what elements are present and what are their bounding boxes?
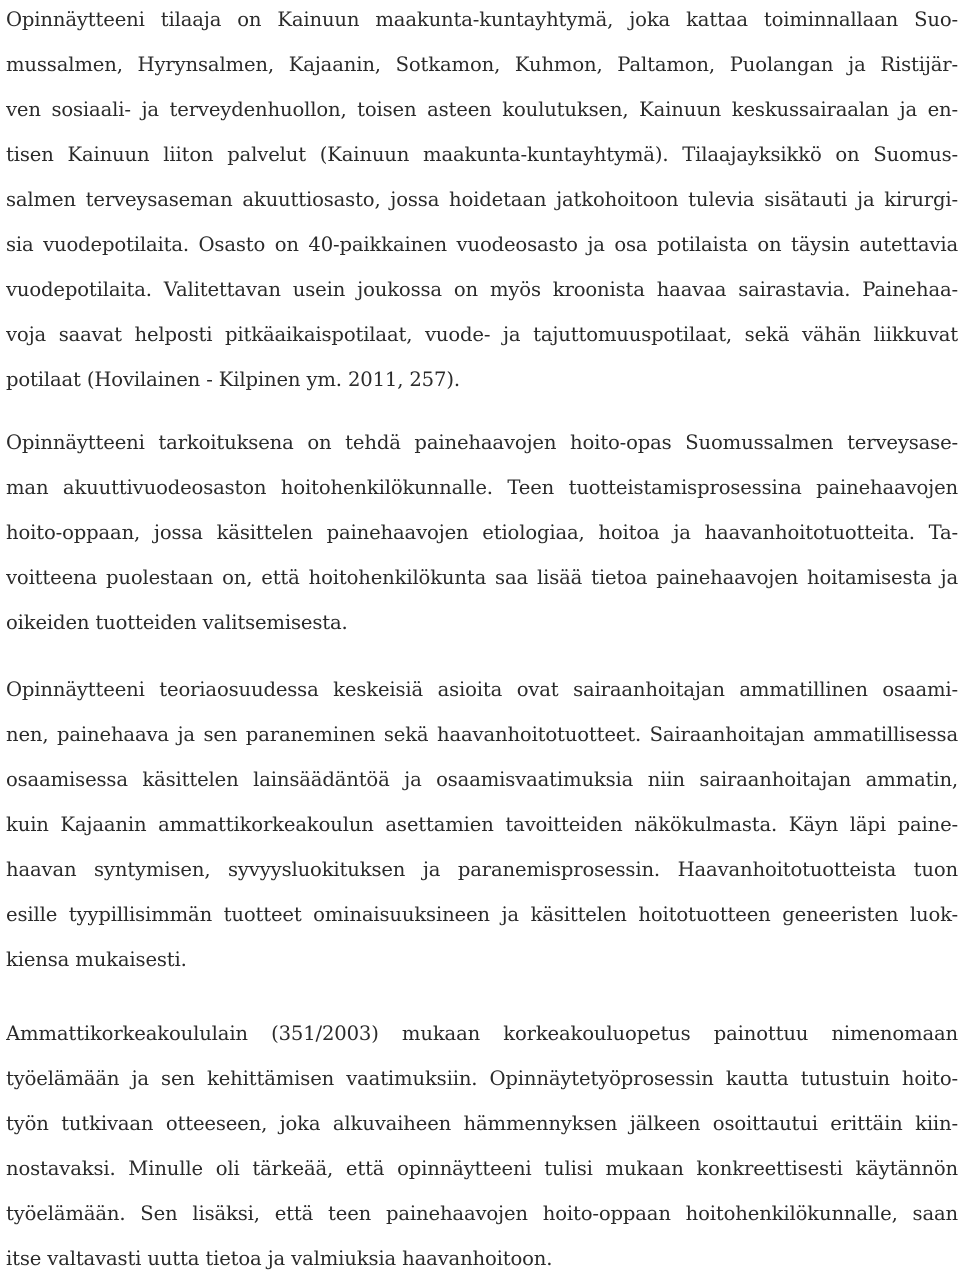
paragraph-commissioner xyxy=(6,0,958,402)
text-line: Opinnäytteeni tilaaja on Kainuun maakunta-kuntayhtymä, joka kattaa toiminnallaan Suo- xyxy=(6,8,958,31)
text-line: osaamisessa käsittelen lainsäädäntöä ja osaamisvaatimuksia niin sairaanhoitajan ammatin, xyxy=(6,768,958,791)
text-line: Ammattikorkeakoululain (351/2003) mukaan korkeakouluopetus painottuu nimenomaan xyxy=(6,1022,958,1045)
text-line: mussalmen, Hyrynsalmen, Kajaanin, Sotkamon, Kuhmon, Paltamon, Puolangan ja Ristijär- xyxy=(6,53,958,76)
text-line: kuin Kajaanin ammattikorkeakoulun asettamien tavoitteiden näkökulmasta. Käyn läpi paine- xyxy=(6,813,958,836)
text-line: sia vuodepotilaita. Osasto on 40-paikkainen vuodeosasto ja osa potilaista on täysin autettavia xyxy=(6,233,958,256)
text-line: työn tutkivaan otteeseen, joka alkuvaiheen hämmennyksen jälkeen osoittautui erittäin kiin- xyxy=(6,1112,958,1135)
paragraph-law xyxy=(6,1011,958,1281)
text-line: kiensa mukaisesti. xyxy=(6,948,187,971)
text-line: itse valtavasti uutta tietoa ja valmiuksia haavanhoitoon. xyxy=(6,1247,553,1270)
paragraph-purpose xyxy=(6,420,958,645)
text-line: oikeiden tuotteiden valitsemisesta. xyxy=(6,611,348,634)
text-line: tisen Kainuun liiton palvelut (Kainuun maakunta-kuntayhtymä). Tilaajayksikkö on Suomus- xyxy=(6,143,958,166)
text-line: haavan syntymisen, syvyysluokituksen ja paranemisprosessin. Haavanhoitotuotteista tuon xyxy=(6,858,958,881)
text-line: esille tyypillisimmän tuotteet ominaisuuksineen ja käsittelen hoitotuotteen geneeristen luok- xyxy=(6,903,958,926)
text-line: man akuuttivuodeosaston hoitohenkilökunnalle. Teen tuotteistamisprosessina painehaavojen xyxy=(6,476,958,499)
text-line: työelämään ja sen kehittämisen vaatimuksiin. Opinnäytetyöprosessin kautta tutustuin hoito- xyxy=(6,1067,958,1090)
paragraph-theory xyxy=(6,667,958,982)
text-line: hoito-oppaan, jossa käsittelen painehaavojen etiologiaa, hoitoa ja haavanhoitotuotteita. Ta- xyxy=(6,521,958,544)
text-line: vuodepotilaita. Valitettavan usein joukossa on myös kroonista haavaa sairastavia. Painehaa- xyxy=(6,278,958,301)
text-line: Opinnäytteeni teoriaosuudessa keskeisiä asioita ovat sairaanhoitajan ammatillinen osaami- xyxy=(6,678,958,701)
text-line: nen, painehaava ja sen paraneminen sekä haavanhoitotuotteet. Sairaanhoitajan ammatillisessa xyxy=(6,723,958,746)
text-line: Opinnäytteeni tarkoituksena on tehdä painehaavojen hoito-opas Suomussalmen terveysase- xyxy=(6,431,958,454)
text-line: voja saavat helposti pitkäaikaispotilaat, vuode- ja tajuttomuuspotilaat, sekä vähän liikkuvat xyxy=(6,323,958,346)
text-line: työelämään. Sen lisäksi, että teen painehaavojen hoito-oppaan hoitohenkilökunnalle, saan xyxy=(6,1202,958,1225)
text-line: nostavaksi. Minulle oli tärkeää, että opinnäytteeni tulisi mukaan konkreettisesti käytännön xyxy=(6,1157,958,1180)
text-line: potilaat (Hovilainen - Kilpinen ym. 2011, 257). xyxy=(6,368,460,391)
text-line: salmen terveysaseman akuuttiosasto, jossa hoidetaan jatkohoitoon tulevia sisätauti ja kirurgi- xyxy=(6,188,958,211)
text-line: ven sosiaali- ja terveydenhuollon, toisen asteen koulutuksen, Kainuun keskussairaalan ja en- xyxy=(6,98,958,121)
text-line: voitteena puolestaan on, että hoitohenkilökunta saa lisää tietoa painehaavojen hoitamisesta ja xyxy=(6,566,958,589)
